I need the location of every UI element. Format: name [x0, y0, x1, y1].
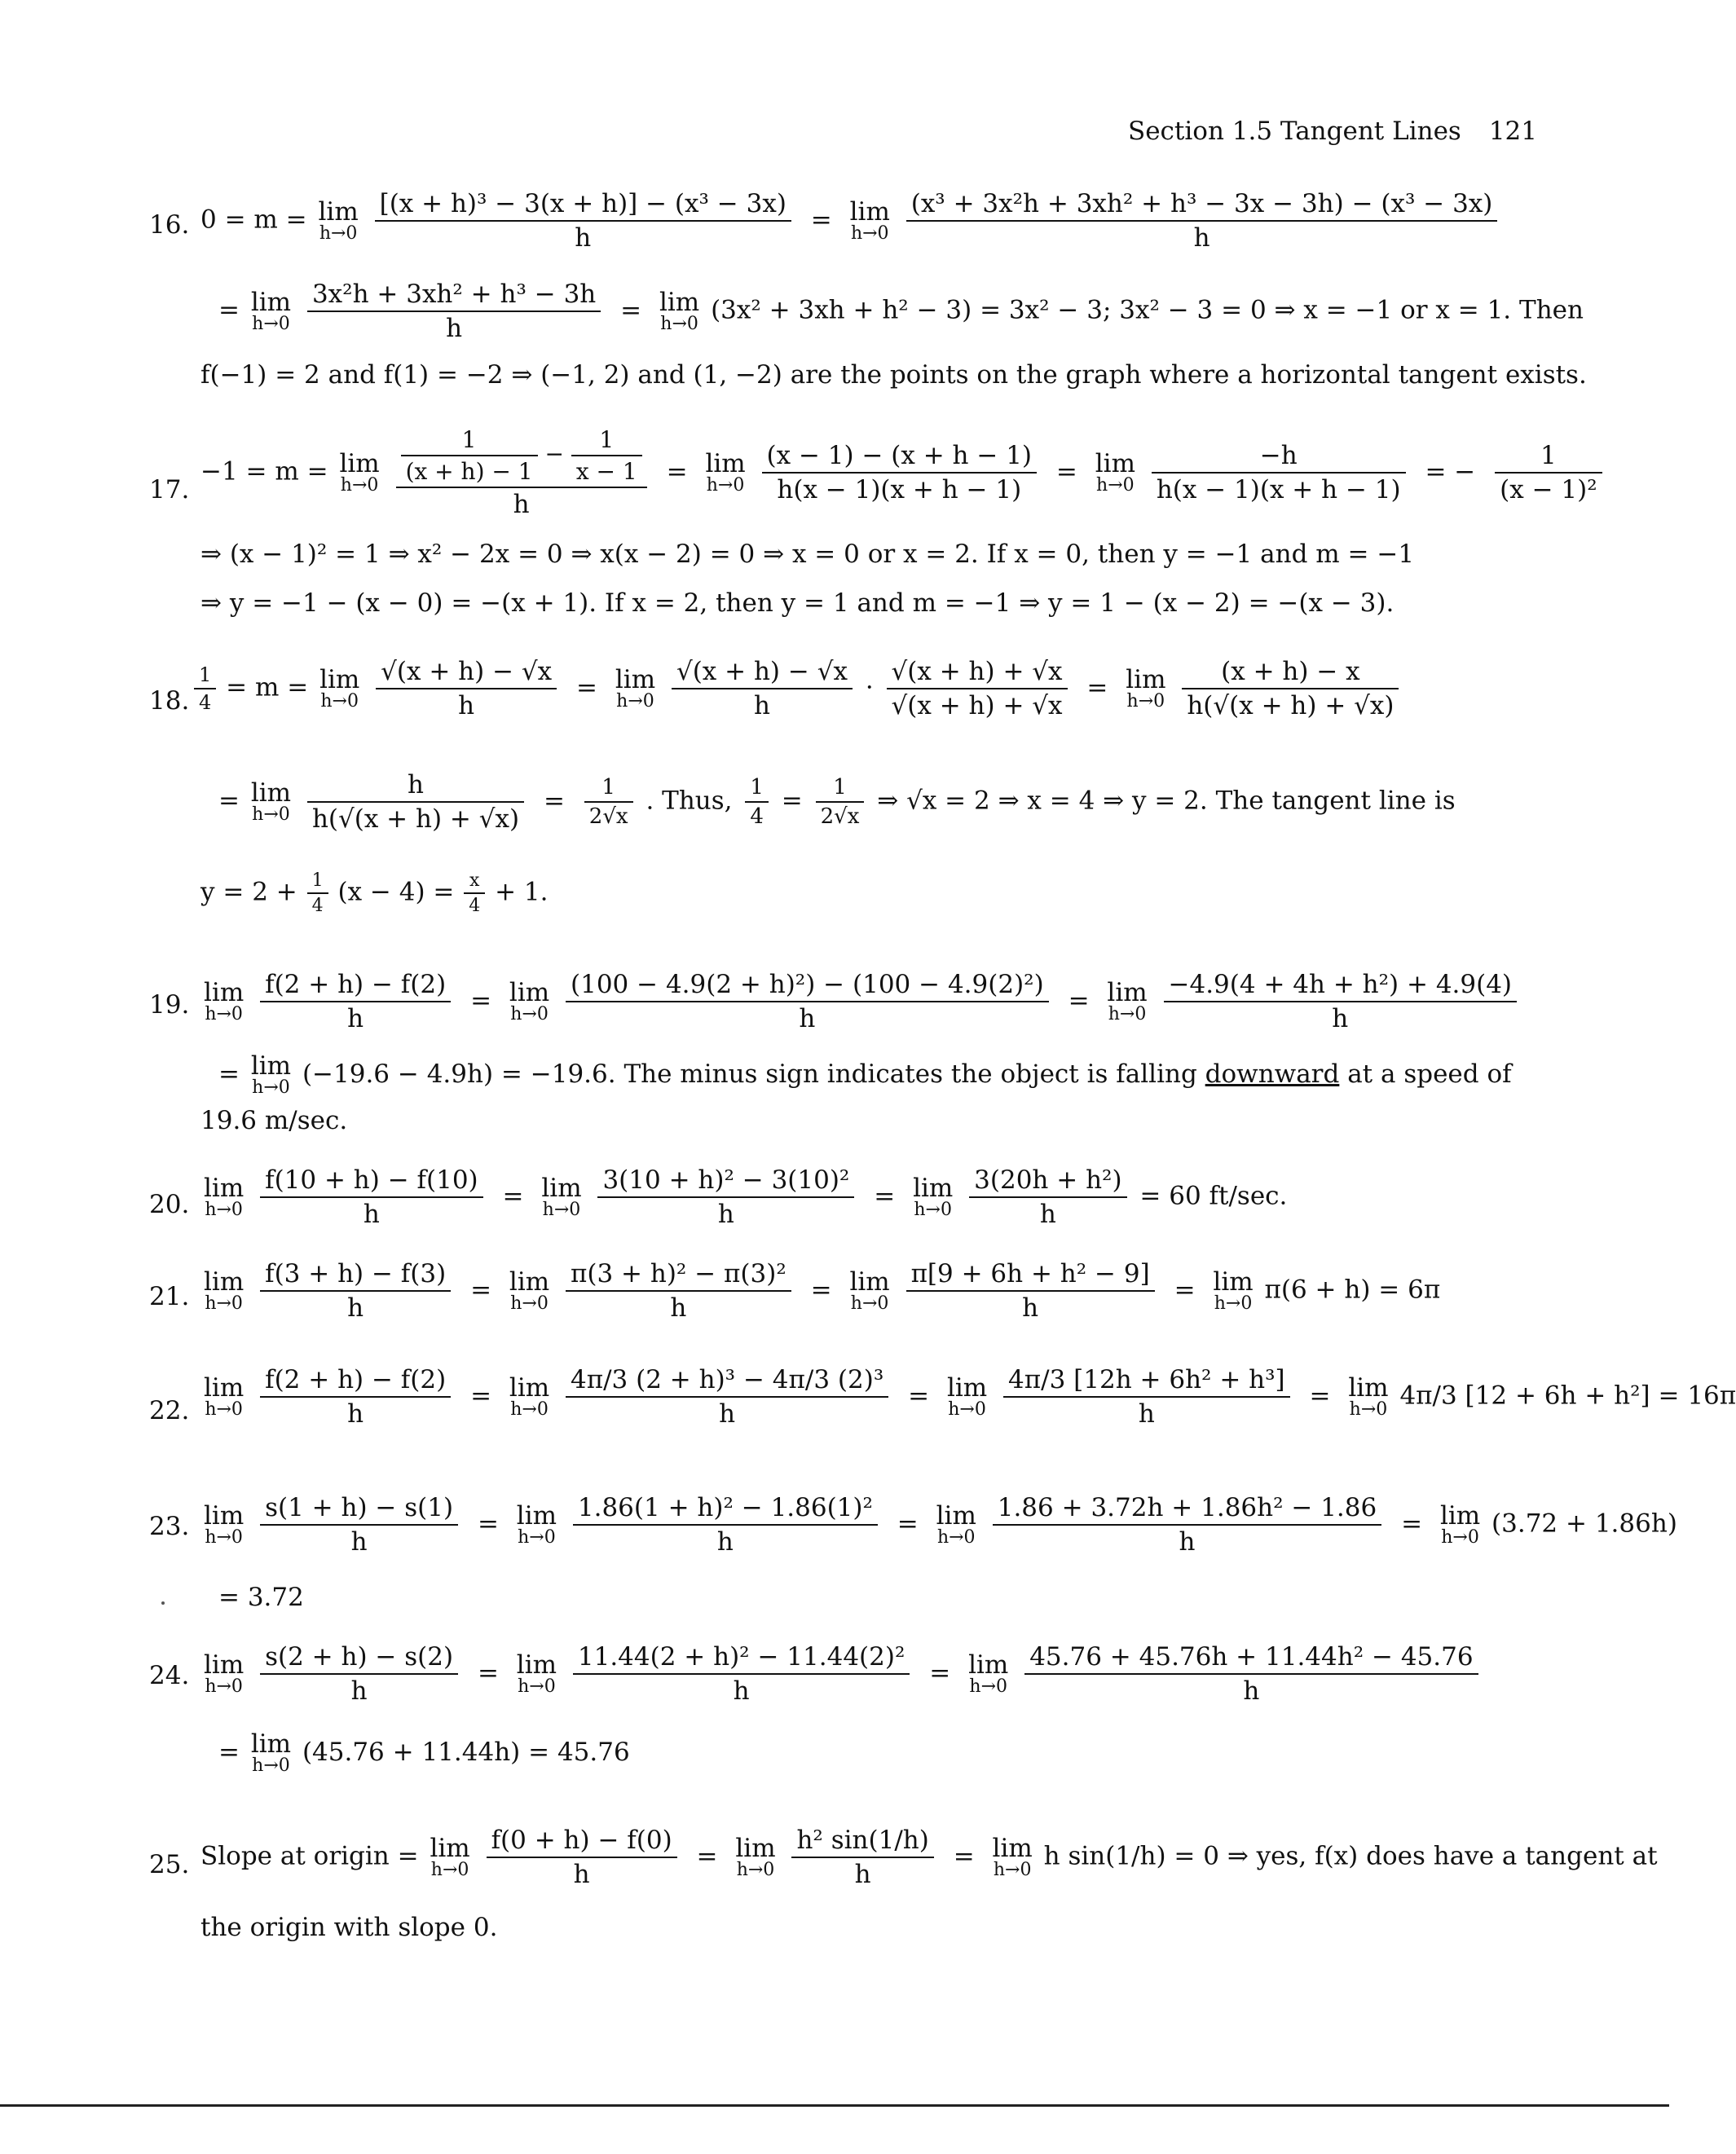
solution-line-3: y = 2 + $\frac{1}{4}$ (x − 4) = $\frac{x}{4}$ + 1. [200, 870, 549, 916]
fraction: $\frac{s(2 + h) - s(2)}{h}$ [260, 1642, 458, 1706]
fraction: $\frac{\text{1.86 + 3.72h + 1.86h² − 1.86}}{h}$ [993, 1493, 1382, 1557]
problem-number: 22. [149, 1396, 190, 1425]
fraction: $\frac{(x - 1) - (x + h - 1)}{h(x - 1)(x + h - 1)}$ [762, 441, 1038, 504]
section-title: Section 1.5 Tangent Lines [1127, 117, 1461, 146]
limit: lim h→0 [968, 1650, 1009, 1697]
fraction: $\frac{√(x + h) - √x}{h}$ [672, 657, 853, 720]
fraction: $\frac{\text{(100 − 4.9(2 + h)²) − (100 − 4.9(2)²)}}{h}$ [566, 970, 1049, 1033]
fraction: $\frac{(x + h) - x}{h(√(x + h) + √x)}$ [1182, 657, 1399, 720]
limit: lim h→0 [541, 1173, 582, 1220]
limit: lim h→0 [204, 1372, 245, 1420]
fraction: $\frac{\text{h² sin(1/h)}}{h}$ [791, 1826, 933, 1889]
problem-number: 20. [149, 1190, 190, 1219]
solution-line-2: = lim h→0 (−19.6 − 4.9h) = −19.6. The minus sign indicates the object is falling downward at a speed of [218, 1051, 1512, 1098]
limit: lim h→0 [1439, 1500, 1481, 1548]
solution-line-3: ⇒ y = −1 − (x − 0) = −(x + 1). If x = 2, then y = 1 and m = −1 ⇒ y = 1 − (x − 2) = −(x − 3). [200, 588, 1395, 618]
solution-line-1: −1 = m = lim h→0 $\frac{1}{(x + h) - 1}$ − $\frac{1}{x - 1}$ h = lim h→0 $\frac{(x - 1) - (x + h - 1)}{h(x - 1)(x + h - 1)}$ = lim h→0 $\frac{-h}{h(x - 1)(x + h - 1)}$ = − $\frac{1}{\text{(x − 1)²}}$ [200, 426, 1607, 519]
running-header [1128, 117, 1537, 146]
fraction: $\frac{1}{4}$ [307, 870, 328, 916]
problem-number: 19. [149, 990, 190, 1020]
fraction: $\frac{1}{4}$ [194, 663, 216, 714]
solution-line-1: Slope at origin = lim h→0 $\frac{f(0 + h) - f(0)}{h}$ = lim h→0 $\frac{\text{h² sin(1/h)}}{h}$ = lim h→0 h sin(1/h) = 0 ⇒ yes, f(x) does have a tangent at [200, 1826, 1658, 1889]
solution-line-1: lim h→0 $\frac{f(10 + h) - f(10)}{h}$ = lim h→0 $\frac{\text{3(10 + h)² − 3(10)²}}{h}$ = lim h→0 $\frac{\text{3(20h + h²)}}{h}$ = 60 ft/sec. [204, 1165, 1288, 1229]
solution-line-1: $\frac{1}{4}$ = m = lim h→0 $\frac{√(x + h) - √x}{h}$ = lim h→0 $\frac{√(x + h) - √x}{h}$ · $\frac{√(x + h) + √x}{√(x + h) + √x}$ = lim h→0 $\frac{(x + h) - x}{h(√(x + h) + √x)}$ [192, 657, 1403, 720]
limit: lim h→0 [615, 664, 656, 711]
problem-number: 17. [149, 475, 190, 504]
fraction: $\frac{\text{3(10 + h)² − 3(10)²}}{h}$ [597, 1165, 854, 1229]
solution-line-1: lim h→0 $\frac{f(3 + h) - f(3)}{h}$ = lim h→0 $\frac{\text{π(3 + h)² − π(3)²}}{h}$ = lim h→0 $\frac{\text{π[9 + 6h + h² − 9]}}{h}$ = lim h→0 π(6 + h) = 6π [204, 1259, 1441, 1323]
stray-mark [161, 1601, 165, 1605]
solution-line-1: lim h→0 $\frac{f(2 + h) - f(2)}{h}$ = lim h→0 $\frac{\text{4π/3 (2 + h)³ − 4π/3 (2)³}}{h}$ = lim h→0 $\frac{\text{4π/3 [12h + 6h² + h³]}}{h}$ = lim h→0 4π/3 [12 + 6h + h²] = 16π [204, 1365, 1736, 1429]
limit: lim h→0 [849, 1266, 890, 1314]
fraction: $\frac{\text{4π/3 [12h + 6h² + h³]}}{h}$ [1003, 1365, 1290, 1429]
limit: lim h→0 [250, 287, 292, 334]
solution-line-1: 0 = m = lim h→0 $\frac{\text{[(x + h)³ − 3(x + h)] − (x³ − 3x)}}{h}$ = lim h→0 $\frac{\text{(x³ + 3x²h + 3xh² + h³ − 3x − 3h) − (x³ − 3x)}}{h}$ [200, 189, 1502, 253]
limit: lim h→0 [1107, 977, 1148, 1024]
fraction: $\frac{\text{11.44(2 + h)² − 11.44(2)²}}{h}$ [573, 1642, 910, 1706]
solution-line-1: lim h→0 $\frac{s(2 + h) - s(2)}{h}$ = lim h→0 $\frac{\text{11.44(2 + h)² − 11.44(2)²}}{h}$ = lim h→0 $\frac{\text{45.76 + 45.76h + 11.44h² − 45.76}}{h}$ [200, 1642, 1483, 1706]
solution-line-2: ⇒ (x − 1)² = 1 ⇒ x² − 2x = 0 ⇒ x(x − 2) = 0 ⇒ x = 0 or x = 2. If x = 0, then y = −1 and m = −1 [200, 540, 1415, 569]
problem-number: 23. [149, 1512, 190, 1541]
fraction: $\frac{√(x + h) + √x}{√(x + h) + √x}$ [887, 657, 1068, 720]
limit: lim h→0 [318, 196, 359, 244]
fraction: $\frac{f(2 + h) - f(2)}{h}$ [260, 1365, 451, 1429]
limit: lim h→0 [735, 1833, 776, 1880]
limit: lim h→0 [319, 664, 360, 711]
bottom-rule [0, 2104, 1669, 2107]
limit: lim h→0 [849, 196, 890, 244]
fraction: $\frac{f(3 + h) - f(3)}{h}$ [260, 1259, 451, 1323]
solution-line-1: lim h→0 $\frac{f(2 + h) - f(2)}{h}$ = lim h→0 $\frac{\text{(100 − 4.9(2 + h)²) − (100 − 4.9(2)²)}}{h}$ = lim h→0 $\frac{\text{−4.9(4 + 4h + h²) + 4.9(4)}}{h}$ [200, 970, 1522, 1033]
complex-fraction: $\frac{1}{(x + h) - 1}$ − $\frac{1}{x - 1}$ h [396, 426, 647, 519]
fraction: $\frac{\text{45.76 + 45.76h + 11.44h² − 45.76}}{h}$ [1024, 1642, 1478, 1706]
limit: lim h→0 [204, 1173, 245, 1220]
solution-line-2: = lim h→0 (45.76 + 11.44h) = 45.76 [218, 1729, 630, 1776]
limit: lim h→0 [204, 1500, 245, 1548]
limit: lim h→0 [509, 1266, 550, 1314]
solution-line-1: lim h→0 $\frac{s(1 + h) - s(1)}{h}$ = lim h→0 $\frac{\text{1.86(1 + h)² − 1.86(1)²}}{h}$ = lim h→0 $\frac{\text{1.86 + 3.72h + 1.86h² − 1.86}}{h}$ = lim h→0 (3.72 + 1.86h) [204, 1493, 1677, 1557]
limit: lim h→0 [1348, 1372, 1389, 1420]
limit: lim h→0 [509, 1372, 550, 1420]
fraction: $\frac{√(x + h) - √x}{h}$ [376, 657, 557, 720]
limit: lim h→0 [204, 1650, 245, 1697]
fraction: $\frac{\text{[(x + h)³ − 3(x + h)] − (x³ − 3x)}}{h}$ [375, 189, 791, 253]
fraction: $\frac{\text{−4.9(4 + 4h + h²) + 4.9(4)}}{h}$ [1164, 970, 1518, 1033]
fraction: $\frac{f(10 + h) - f(10)}{h}$ [260, 1165, 483, 1229]
limit: lim h→0 [1126, 664, 1166, 711]
fraction: $\frac{\text{π(3 + h)² − π(3)²}}{h}$ [566, 1259, 791, 1323]
fraction: $\frac{f(0 + h) - f(0)}{h}$ [487, 1826, 677, 1889]
problem-number: 16. [149, 210, 190, 240]
fraction: $\frac{\text{1.86(1 + h)² − 1.86(1)²}}{h}$ [573, 1493, 878, 1557]
limit: lim h→0 [516, 1650, 557, 1697]
solution-line-3: 19.6 m/sec. [200, 1106, 348, 1135]
underlined-word: downward [1205, 1059, 1340, 1089]
limit: lim h→0 [913, 1173, 954, 1220]
fraction: $\frac{1}{2√x}$ [584, 775, 633, 829]
fraction: $\frac{h}{h(√(x + h) + √x)}$ [307, 770, 524, 834]
limit: lim h→0 [250, 1729, 292, 1776]
solution-line-3: f(−1) = 2 and f(1) = −2 ⇒ (−1, 2) and (1, −2) are the points on the graph where a horizontal tangent exists. [200, 360, 1587, 390]
limit: lim h→0 [509, 977, 550, 1024]
fraction: $\frac{-h}{h(x - 1)(x + h - 1)}$ [1152, 441, 1406, 504]
fraction: $\frac{\text{(x³ + 3x²h + 3xh² + h³ − 3x − 3h) − (x³ − 3x)}}{h}$ [906, 189, 1498, 253]
limit: lim h→0 [1213, 1266, 1254, 1314]
limit: lim h→0 [936, 1500, 976, 1548]
fraction: $\frac{1}{4}$ [745, 775, 769, 829]
fraction: $\frac{1}{2√x}$ [816, 775, 865, 829]
limit: lim h→0 [516, 1500, 557, 1548]
problem-number: 25. [149, 1850, 190, 1879]
limit: lim h→0 [705, 448, 746, 496]
page-number: 121 [1488, 117, 1537, 146]
fraction: $\frac{\text{3(20h + h²)}}{h}$ [969, 1165, 1126, 1229]
fraction: $\frac{\text{π[9 + 6h + h² − 9]}}{h}$ [906, 1259, 1155, 1323]
fraction: $\frac{\text{4π/3 (2 + h)³ − 4π/3 (2)³}}{h}$ [566, 1365, 888, 1429]
fraction: $\frac{\text{3x²h + 3xh² + h³ − 3h}}{h}$ [307, 280, 601, 343]
limit: lim h→0 [250, 777, 292, 825]
limit: lim h→0 [659, 287, 700, 334]
problem-number: 21. [149, 1282, 190, 1311]
problem-number: 24. [149, 1661, 190, 1690]
limit: lim h→0 [1095, 448, 1135, 496]
limit: lim h→0 [430, 1833, 470, 1880]
fraction: $\frac{s(1 + h) - s(1)}{h}$ [260, 1493, 458, 1557]
limit: lim h→0 [339, 448, 380, 496]
fraction: $\frac{f(2 + h) - f(2)}{h}$ [260, 970, 451, 1033]
fraction: $\frac{1}{\text{(x − 1)²}}$ [1495, 441, 1602, 504]
limit: lim h→0 [946, 1372, 988, 1420]
solution-line-2: the origin with slope 0. [200, 1913, 498, 1942]
solution-line-2: = 3.72 [218, 1583, 304, 1612]
limit: lim h→0 [250, 1051, 292, 1098]
limit: lim h→0 [992, 1833, 1033, 1880]
solution-line-2: = lim h→0 $\frac{h}{h(√(x + h) + √x)}$ = $\frac{1}{2√x}$ . Thus, $\frac{1}{4}$ = $\frac{1}{2√x}$ ⇒ √x = 2 ⇒ x = 4 ⇒ y = 2. The tangent line is [218, 770, 1456, 834]
fraction: $\frac{x}{4}$ [464, 870, 485, 916]
limit: lim h→0 [204, 1266, 245, 1314]
limit: lim h→0 [204, 977, 245, 1024]
problem-number: 18. [149, 686, 190, 716]
solution-line-2: = lim h→0 $\frac{\text{3x²h + 3xh² + h³ − 3h}}{h}$ = lim h→0 (3x² + 3xh + h² − 3) = 3x² − 3; 3x² − 3 = 0 ⇒ x = −1 or x = 1. Then [218, 280, 1584, 343]
